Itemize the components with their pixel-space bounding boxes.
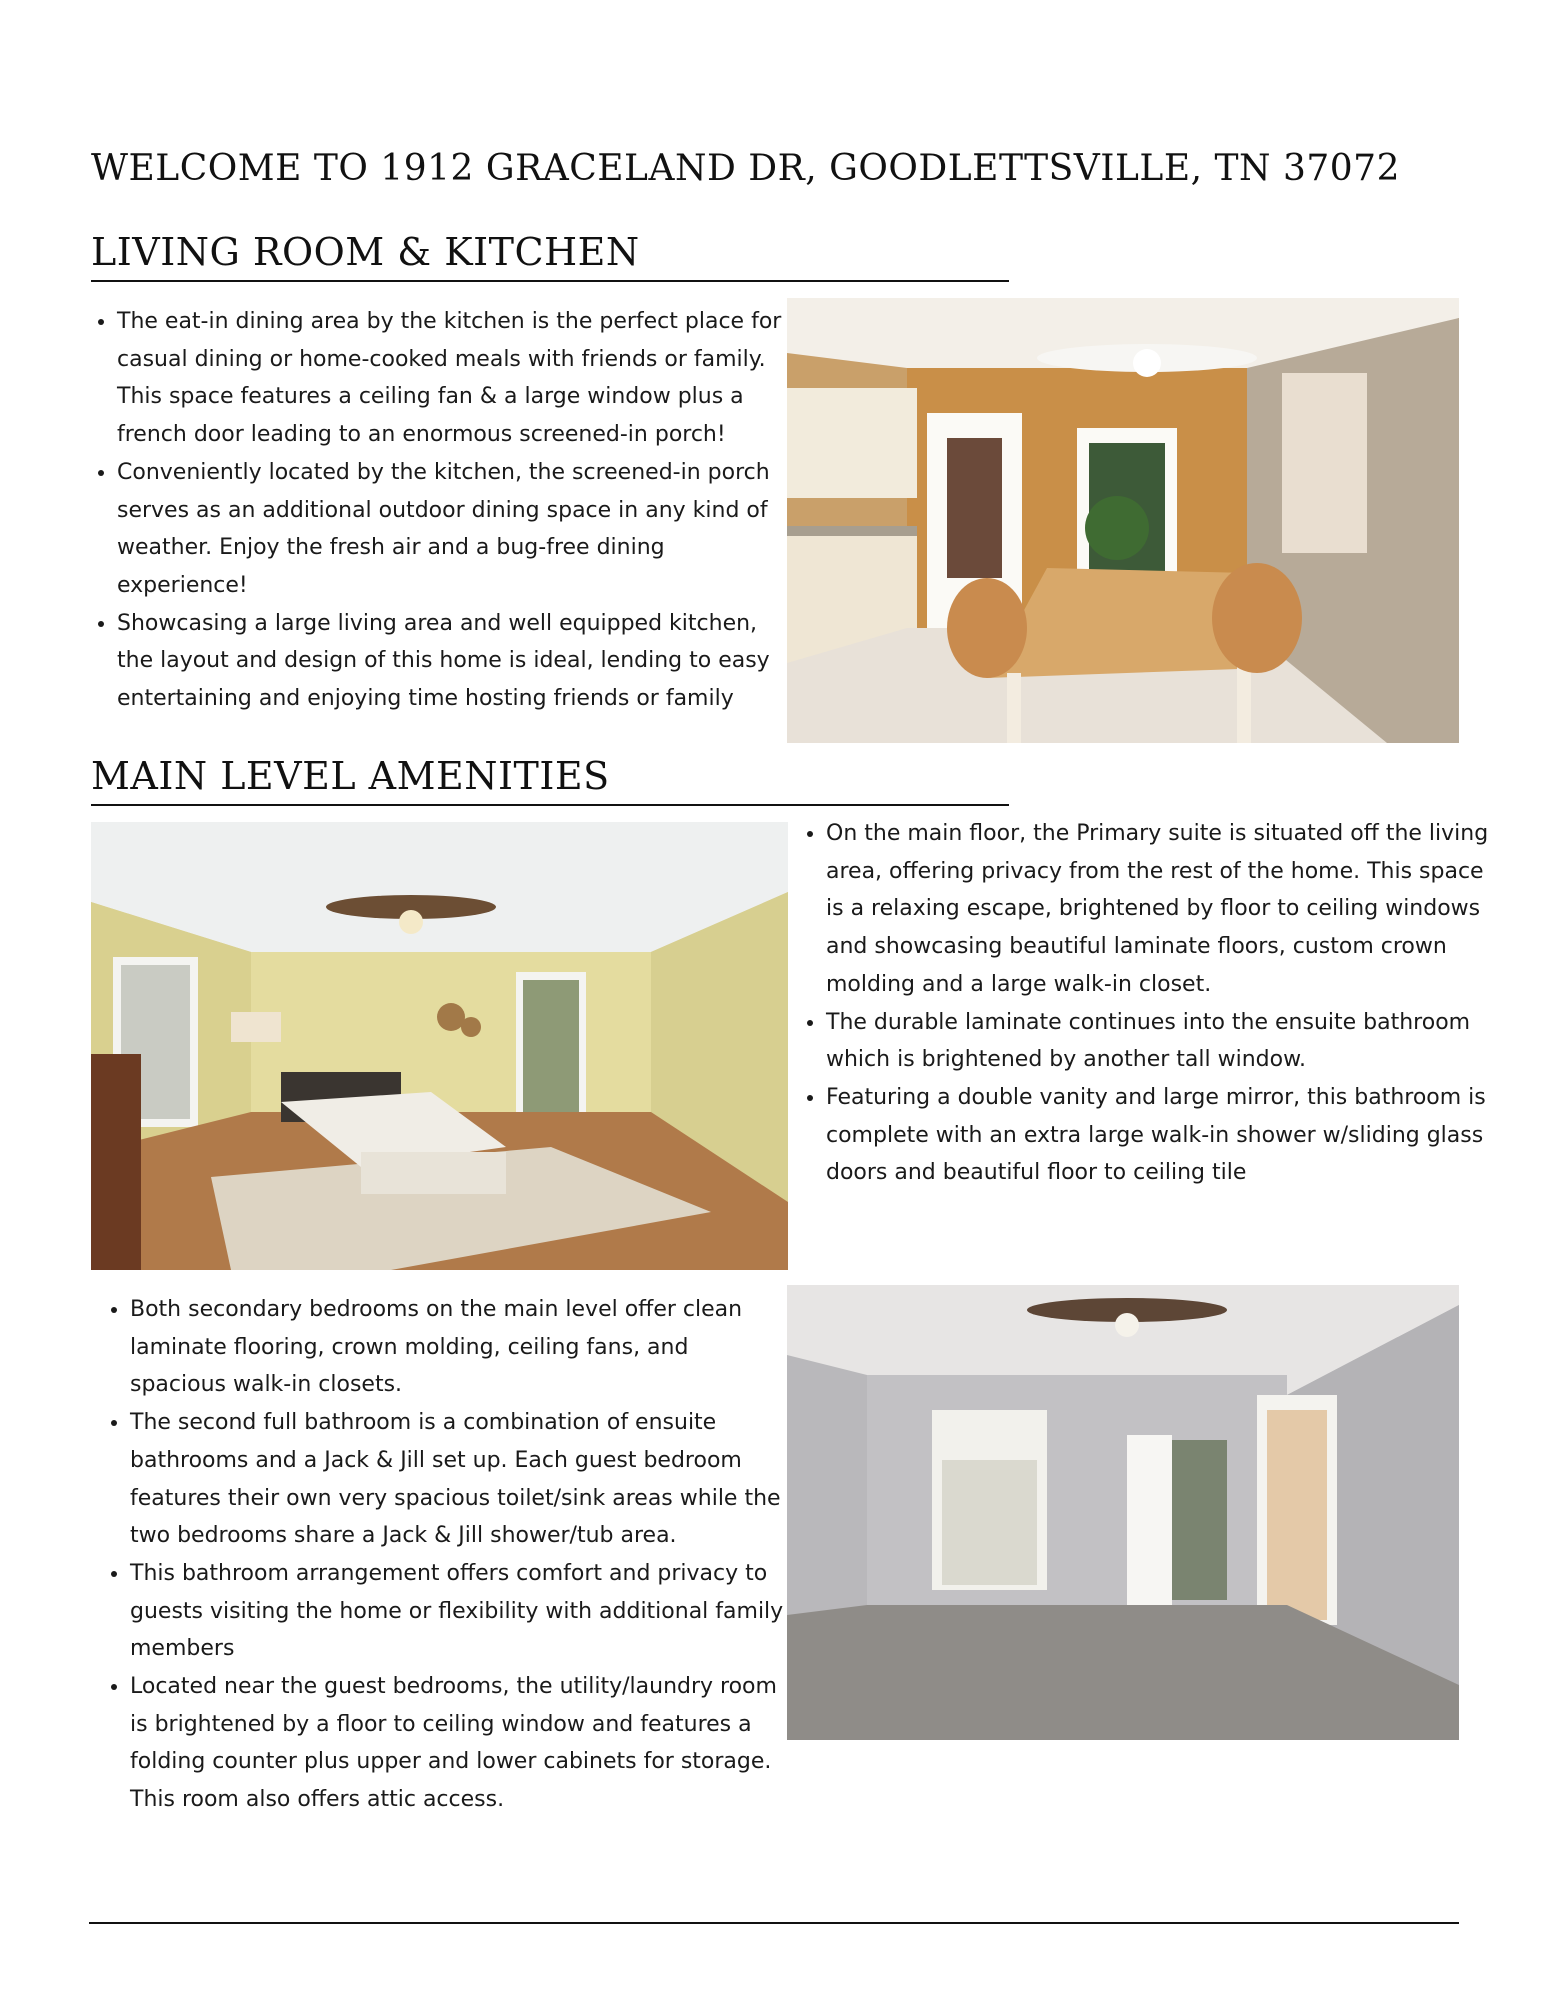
section-heading-living-kitchen: LIVING ROOM & KITCHEN bbox=[91, 230, 640, 274]
section-heading-main-level: MAIN LEVEL AMENITIES bbox=[91, 754, 610, 798]
list-item: • The eat-in dining area by the kitchen is the perfect place for casual dining or home-cooked meals with friends or family. This space features a ceiling fan & a large window plus a french door leading to an enormous screened-in porch! bbox=[117, 303, 797, 454]
secondary-bedrooms-bullets bbox=[104, 1291, 790, 1819]
page-title: WELCOME TO 1912 GRACELAND DR, GOODLETTSVILLE, TN 37072 bbox=[91, 148, 1400, 189]
living-kitchen-bullets bbox=[91, 303, 797, 718]
main-level-bullets bbox=[800, 815, 1496, 1192]
section-divider bbox=[91, 804, 1009, 806]
list-item: • Showcasing a large living area and well equipped kitchen, the layout and design of this home is ideal, lending to easy entertaining and enjoying time hosting friends or family bbox=[117, 605, 797, 718]
dining-area-photo bbox=[787, 298, 1459, 743]
list-item: • Both secondary bedrooms on the main level offer clean laminate flooring, crown molding, ceiling fans, and spacious walk-in closets. bbox=[130, 1291, 790, 1404]
list-item: • The second full bathroom is a combination of ensuite bathrooms and a Jack & Jill set up. Each guest bedroom features their own very spacious toilet/sink areas while the two bedrooms share a Jack & Jill shower/tub area. bbox=[130, 1404, 790, 1555]
list-item: • On the main floor, the Primary suite is situated off the living area, offering privacy from the rest of the home. This space is a relaxing escape, brightened by floor to ceiling windows and showcasing beautiful laminate floors, custom crown molding and a large walk-in closet. bbox=[826, 815, 1496, 1004]
secondary-bedroom-photo bbox=[787, 1285, 1459, 1740]
list-item: • The durable laminate continues into the ensuite bathroom which is brightened by another tall window. bbox=[826, 1004, 1496, 1079]
primary-bedroom-photo bbox=[91, 822, 788, 1270]
footer-divider bbox=[89, 1922, 1459, 1924]
list-item: • Conveniently located by the kitchen, the screened-in porch serves as an additional outdoor dining space in any kind of weather. Enjoy the fresh air and a bug-free dining experience! bbox=[117, 454, 797, 605]
list-item: • Featuring a double vanity and large mirror, this bathroom is complete with an extra large walk-in shower w/sliding glass doors and beautiful floor to ceiling tile bbox=[826, 1079, 1496, 1192]
list-item: • Located near the guest bedrooms, the utility/laundry room is brightened by a floor to ceiling window and features a folding counter plus upper and lower cabinets for storage. This room also offers attic access. bbox=[130, 1668, 790, 1819]
section-divider bbox=[91, 280, 1009, 282]
list-item: • This bathroom arrangement offers comfort and privacy to guests visiting the home or flexibility with additional family members bbox=[130, 1555, 790, 1668]
